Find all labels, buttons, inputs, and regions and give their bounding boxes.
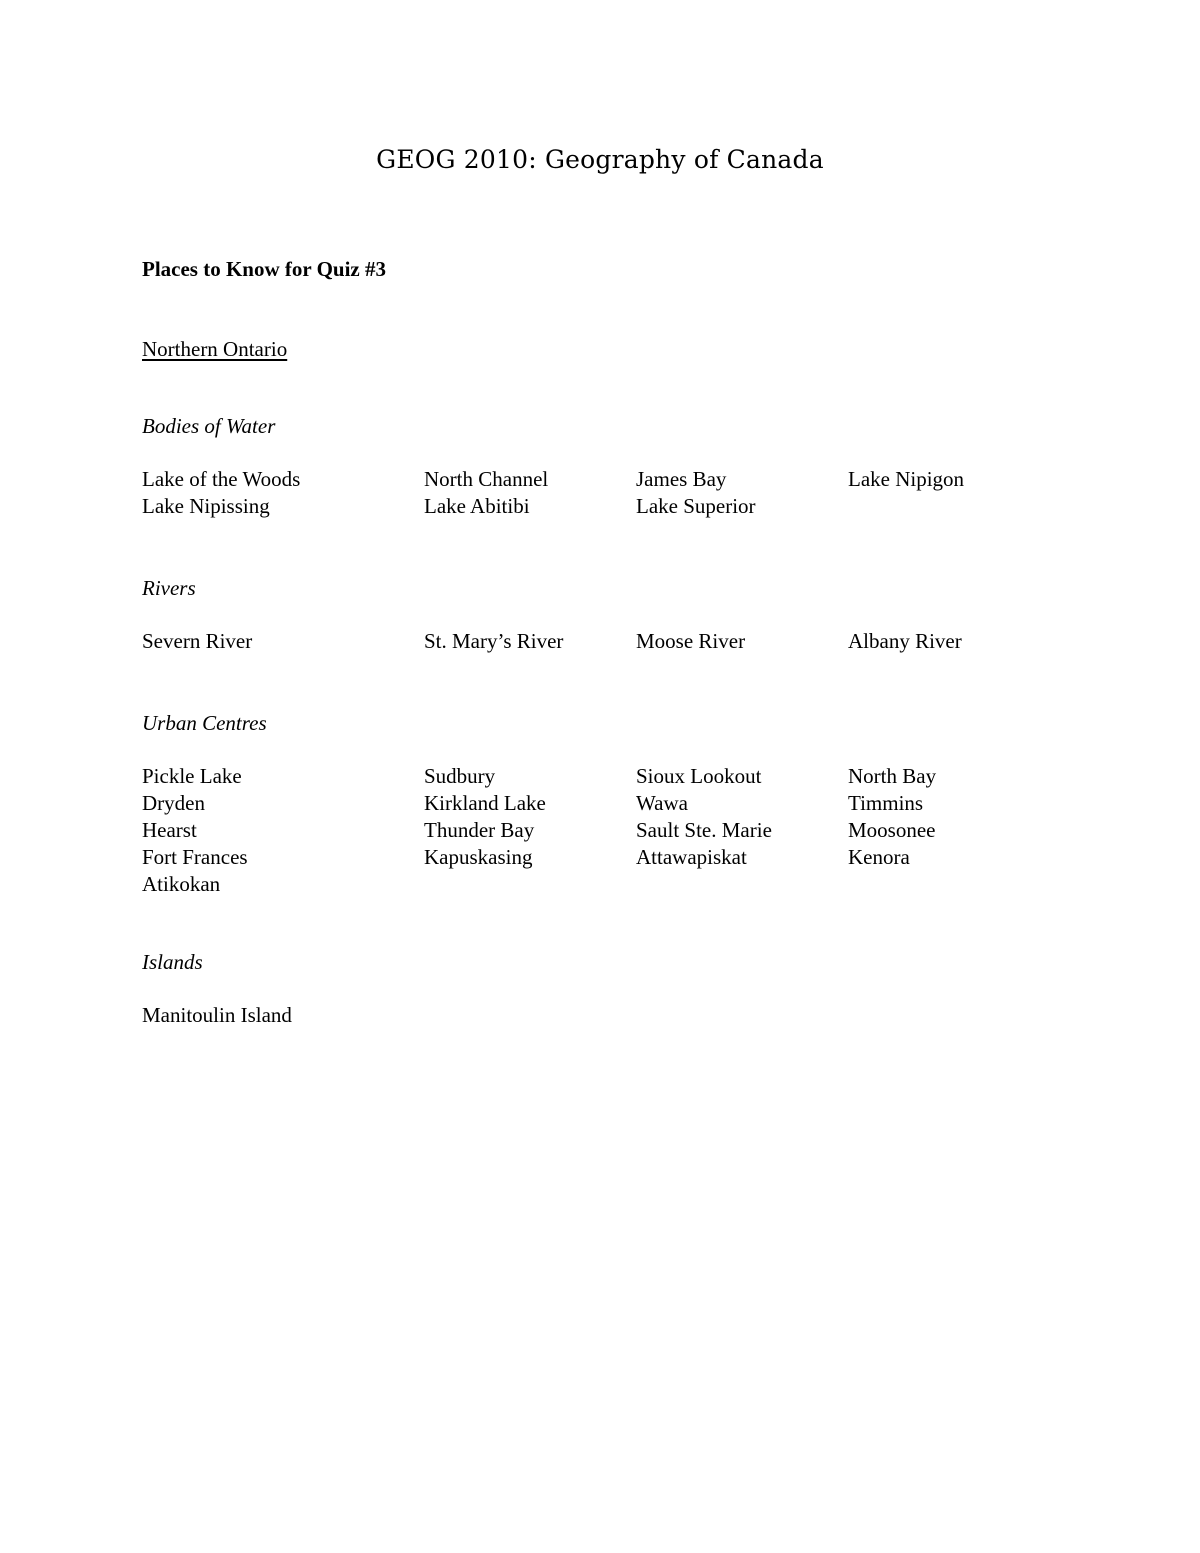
place-name: Attawapiskat xyxy=(636,845,747,869)
place-row xyxy=(142,763,1048,790)
place-row xyxy=(142,493,1048,520)
place-name: Timmins xyxy=(848,791,924,815)
section-heading-urban: Urban Centres xyxy=(142,711,267,735)
section-grid-rivers xyxy=(142,628,1048,655)
place-name: Lake Superior xyxy=(636,494,756,518)
place-name: North Channel xyxy=(424,467,549,491)
place-name: James Bay xyxy=(636,467,727,491)
place-name: Lake Nipigon xyxy=(848,467,965,491)
place-row xyxy=(142,628,1048,655)
place-name xyxy=(424,1002,636,1029)
place-name: Kenora xyxy=(848,845,910,869)
place-name xyxy=(424,871,636,898)
section-heading-water: Bodies of Water xyxy=(142,414,276,438)
document-title: GEOG 2010: Geography of Canada xyxy=(376,145,824,174)
place-name: Kirkland Lake xyxy=(424,791,546,815)
place-name: Lake Nipissing xyxy=(142,494,270,518)
section-heading-rivers: Rivers xyxy=(142,576,196,600)
place-name: Moosonee xyxy=(848,818,936,842)
region-heading: Northern Ontario xyxy=(142,337,288,361)
place-name: Thunder Bay xyxy=(424,818,535,842)
place-name xyxy=(636,1002,848,1029)
place-name: Atikokan xyxy=(142,872,221,896)
place-name xyxy=(848,871,1048,898)
section-grid-water xyxy=(142,466,1048,520)
place-name: Lake of the Woods xyxy=(142,467,301,491)
place-name: Manitoulin Island xyxy=(142,1003,292,1027)
place-name: Kapuskasing xyxy=(424,845,533,869)
place-name: Dryden xyxy=(142,791,205,815)
place-name: Lake Abitibi xyxy=(424,494,530,518)
place-name xyxy=(848,1002,1048,1029)
place-name: Pickle Lake xyxy=(142,764,242,788)
place-row xyxy=(142,466,1048,493)
place-name: Sioux Lookout xyxy=(636,764,762,788)
section-grid-urban xyxy=(142,763,1048,898)
place-name: Wawa xyxy=(636,791,688,815)
place-name xyxy=(636,871,848,898)
place-name: Sudbury xyxy=(424,764,496,788)
place-name: Sault Ste. Marie xyxy=(636,818,772,842)
place-name: Fort Frances xyxy=(142,845,248,869)
place-row xyxy=(142,871,1048,898)
place-row xyxy=(142,844,1048,871)
place-row xyxy=(142,790,1048,817)
place-name xyxy=(848,493,1048,520)
place-row xyxy=(142,817,1048,844)
place-name: Albany River xyxy=(848,629,962,653)
document-subtitle: Places to Know for Quiz #3 xyxy=(142,257,387,281)
place-name: Severn River xyxy=(142,629,253,653)
place-name: Hearst xyxy=(142,818,197,842)
section-heading-islands: Islands xyxy=(142,950,203,974)
place-name: St. Mary’s River xyxy=(424,629,564,653)
place-name: North Bay xyxy=(848,764,937,788)
place-row xyxy=(142,1002,1048,1029)
section-grid-islands xyxy=(142,1002,1048,1029)
place-name: Moose River xyxy=(636,629,746,653)
